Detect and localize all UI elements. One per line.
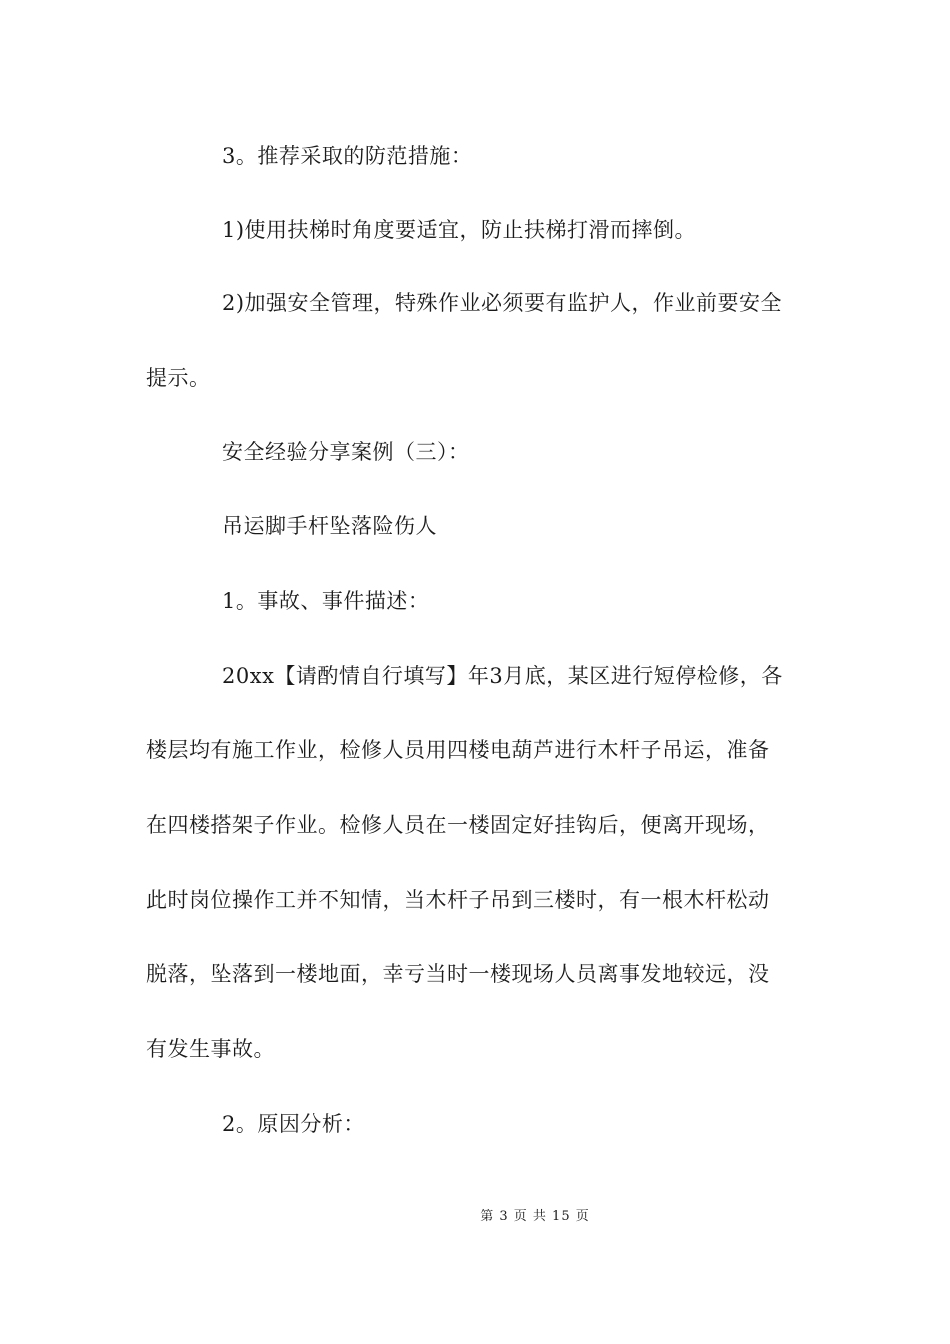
- section-heading-measures: 3。推荐采取的防范措施：: [222, 144, 473, 168]
- paragraph-line: 此时岗位操作工并不知情，当木杆子吊到三楼时，有一根木杆松动: [146, 888, 770, 912]
- section-heading-description: 1。事故、事件描述：: [222, 589, 430, 613]
- paragraph-line: 2)加强安全管理，特殊作业必须要有监护人，作业前要安全: [222, 291, 783, 315]
- section-heading-cause: 2。原因分析：: [222, 1112, 365, 1136]
- paragraph-line: 楼层均有施工作业，检修人员用四楼电葫芦进行木杆子吊运，准备: [146, 738, 770, 762]
- paragraph-line: 脱落，坠落到一楼地面，幸亏当时一楼现场人员离事发地较远，没: [146, 962, 770, 986]
- paragraph-line: 有发生事故。: [146, 1037, 275, 1061]
- paragraph-line: 在四楼搭架子作业。检修人员在一楼固定好挂钩后，便离开现场，: [146, 813, 770, 837]
- page-number-footer: 第 3 页 共 15 页: [480, 1209, 590, 1224]
- case-subtitle: 吊运脚手杆坠落险伤人: [222, 514, 437, 538]
- paragraph-line: 20xx【请酌情自行填写】年3月底，某区进行短停检修，各: [222, 664, 783, 688]
- case-title: 安全经验分享案例（三）：: [222, 440, 470, 464]
- paragraph-line: 1)使用扶梯时角度要适宜，防止扶梯打滑而摔倒。: [222, 218, 697, 242]
- paragraph-line: 提示。: [146, 366, 211, 390]
